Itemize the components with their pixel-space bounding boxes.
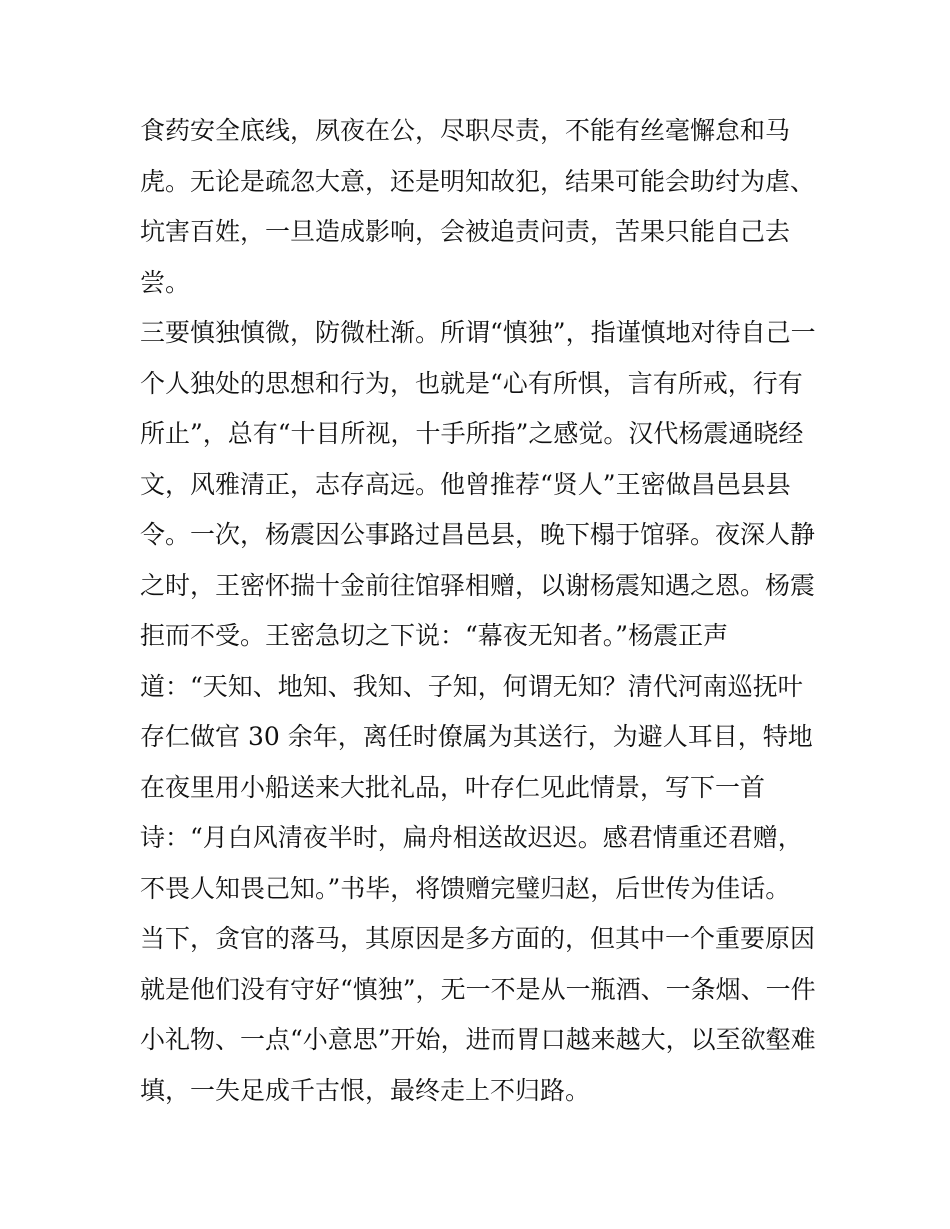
text-line: 在夜里用小船送来大批礼品，叶存仁见此情景，写下一首 <box>140 772 766 802</box>
text-line: 小礼物、一点“小意思”开始，进而胃口越来越大，以至欲壑难 <box>140 1025 816 1054</box>
text-line: 文，风雅清正，志存高远。他曾推荐“贤人”王密做昌邑县县 <box>140 469 791 499</box>
text-line: 道：“天知、地知、我知、子知，何谓无知？清代河南巡抚叶 <box>140 671 803 701</box>
text-line: 不畏人知畏己知。”书毕，将馈赠完璧归赵，后世传为佳话。 <box>140 873 791 903</box>
text-line: 诗：“月白风清夜半时，扁舟相送故迟迟。感君情重还君赠， <box>140 823 803 852</box>
text-line: 个人独处的思想和行为，也就是“心有所惧，言有所戒，行有 <box>140 368 803 398</box>
text-line: 虎。无论是疏忽大意，还是明知故犯，结果可能会助纣为虐、 <box>140 166 816 196</box>
text-line: 就是他们没有守好“慎独”，无一不是从一瓶酒、一条烟、一件 <box>140 974 816 1004</box>
text-line: 三要慎独慎微，防微杜渐。所谓“慎独”，指谨慎地对待自己一 <box>140 318 816 347</box>
text-line: 填，一失足成千古恨，最终走上不归路。 <box>140 1075 591 1105</box>
text-line: 存仁做官 30 余年，离任时僚属为其送行，为避人耳目，特地 <box>140 722 813 751</box>
text-line: 拒而不受。王密急切之下说：“幕夜无知者。”杨震正声 <box>140 621 729 650</box>
text-line: 尝。 <box>140 267 191 297</box>
body-text <box>140 106 830 1116</box>
text-line: 之时，王密怀揣十金前往馆驿相赠，以谢杨震知遇之恩。杨震 <box>140 570 816 600</box>
text-line: 令。一次，杨震因公事路过昌邑县，晚下榻于馆驿。夜深人静 <box>140 520 816 549</box>
text-line: 坑害百姓，一旦造成影响，会被追责问责，苦果只能自己去 <box>140 217 791 246</box>
text-line: 所止”，总有“十目所视，十手所指”之感觉。汉代杨震通晓经 <box>140 419 804 448</box>
text-line: 食药安全底线，夙夜在公，尽职尽责，不能有丝毫懈怠和马 <box>140 116 791 145</box>
text-line: 当下，贪官的落马，其原因是多方面的，但其中一个重要原因 <box>140 924 816 953</box>
